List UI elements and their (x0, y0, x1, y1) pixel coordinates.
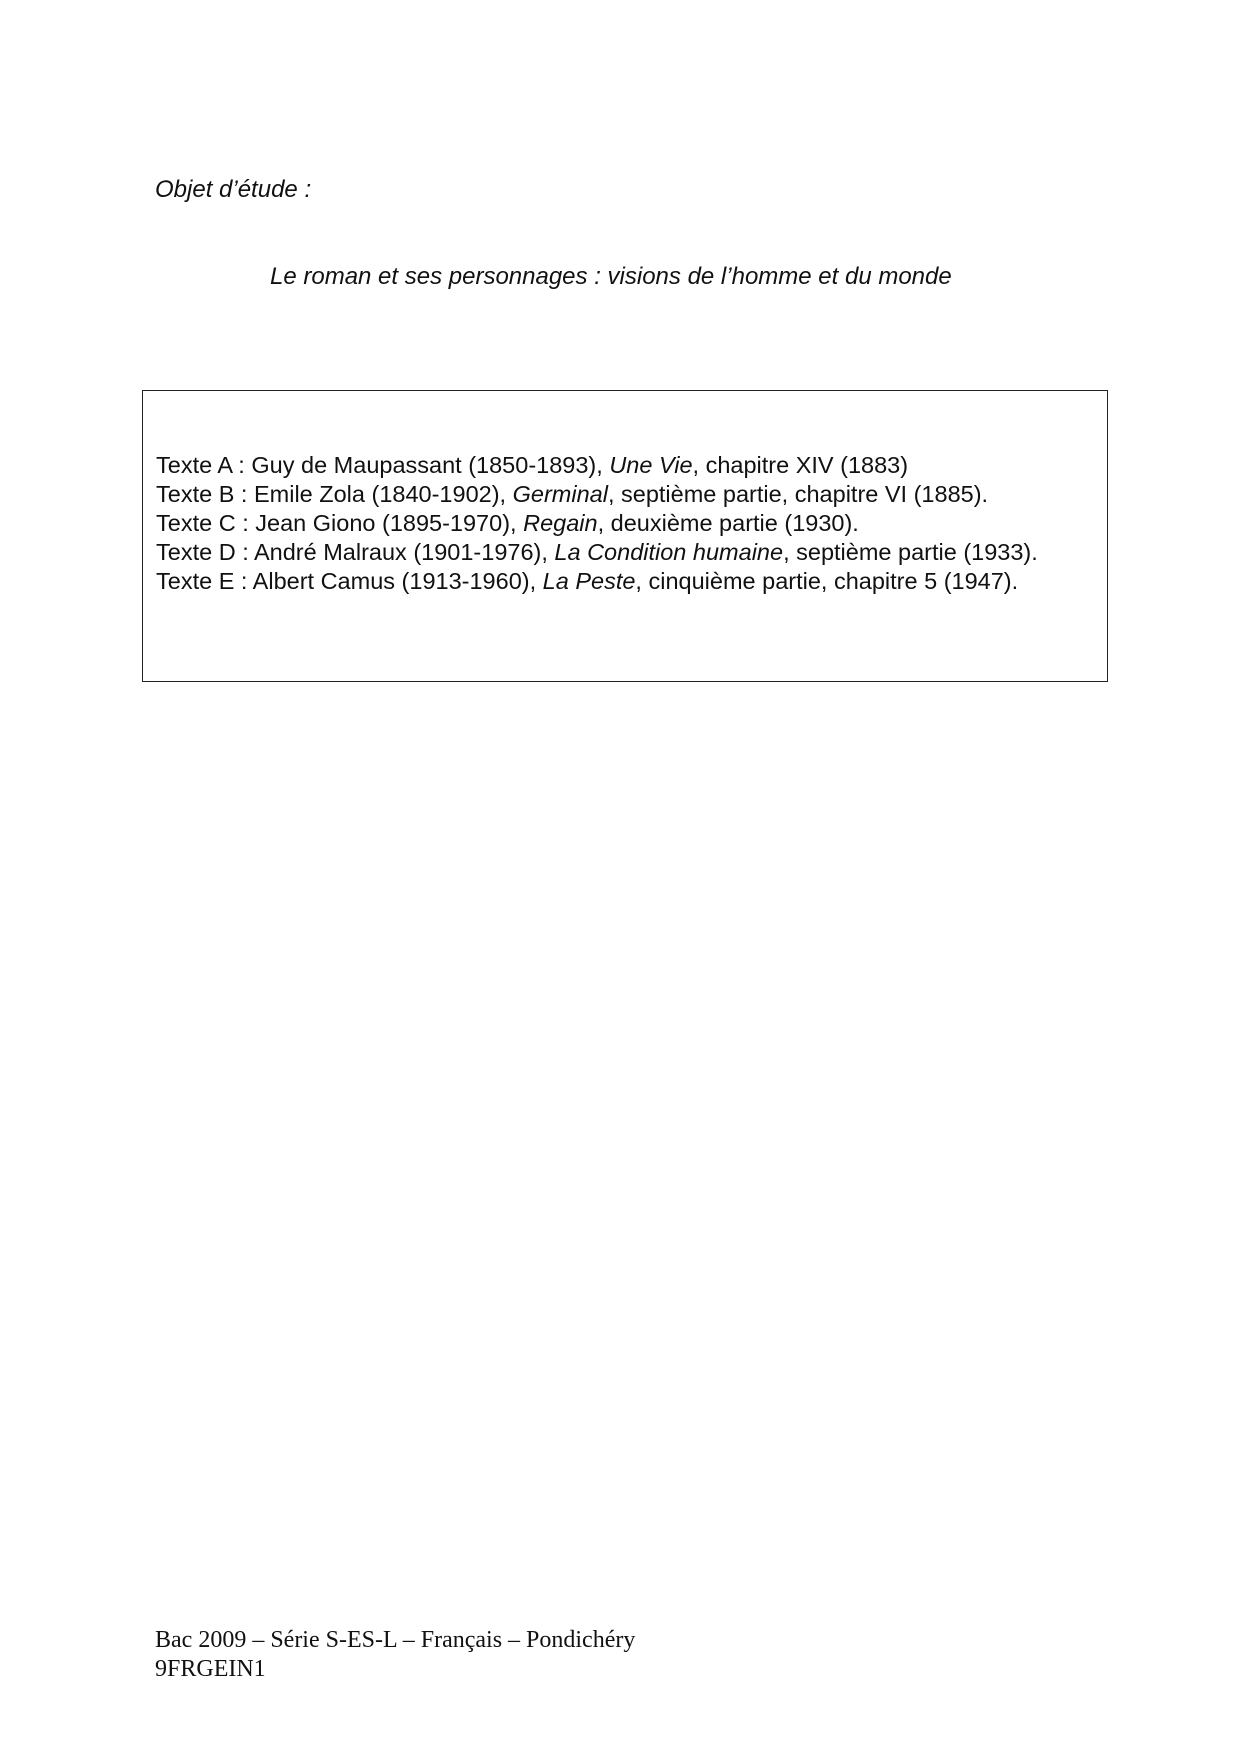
corpus-item-label: Texte E : (156, 568, 253, 594)
corpus-item-detail: , septième partie, chapitre VI (1885). (607, 481, 989, 507)
corpus-item-detail: , chapitre XIV (1883) (692, 452, 909, 478)
corpus-item-texte-b (156, 480, 1076, 509)
corpus-item-label: Texte C : (156, 510, 256, 536)
corpus-item-detail: , cinquième partie, chapitre 5 (1947). (635, 568, 1019, 594)
theme-title: Le roman et ses personnages : visions de l’homme et du monde (270, 263, 952, 290)
footer-code-line: 9FRGEIN1 (155, 1656, 266, 1682)
corpus-item-work: Regain (523, 510, 598, 536)
corpus-item-work: La Condition humaine (554, 539, 784, 565)
corpus-item-label: Texte A : (156, 452, 252, 478)
corpus-item-author: Emile Zola (1840-1902), (253, 481, 513, 507)
corpus-item-detail: , deuxième partie (1930). (597, 510, 859, 536)
objet-etude-label: Objet d’étude : (155, 176, 312, 203)
corpus-item-label: Texte B : (156, 481, 254, 507)
corpus-item-work: Une Vie (609, 452, 693, 478)
corpus-item-texte-c (156, 509, 1076, 538)
corpus-item-work: Germinal (512, 481, 608, 507)
corpus-box (142, 390, 1108, 682)
footer-exam-line: Bac 2009 – Série S-ES-L – Français – Pondichéry (155, 1627, 636, 1653)
corpus-item-texte-a (156, 451, 1076, 480)
corpus-item-author: André Malraux (1901-1976), (253, 539, 555, 565)
corpus-item-texte-d (156, 538, 1076, 567)
corpus-item-detail: , septième partie (1933). (783, 539, 1038, 565)
corpus-item-work: La Peste (542, 568, 636, 594)
page-footer (155, 1626, 635, 1684)
corpus-item-author: Guy de Maupassant (1850-1893), (251, 452, 610, 478)
corpus-item-author: Jean Giono (1895-1970), (255, 510, 524, 536)
corpus-item-texte-e (156, 567, 1076, 596)
corpus-list (156, 451, 1076, 596)
corpus-item-author: Albert Camus (1913-1960), (252, 568, 543, 594)
corpus-item-label: Texte D : (156, 539, 254, 565)
